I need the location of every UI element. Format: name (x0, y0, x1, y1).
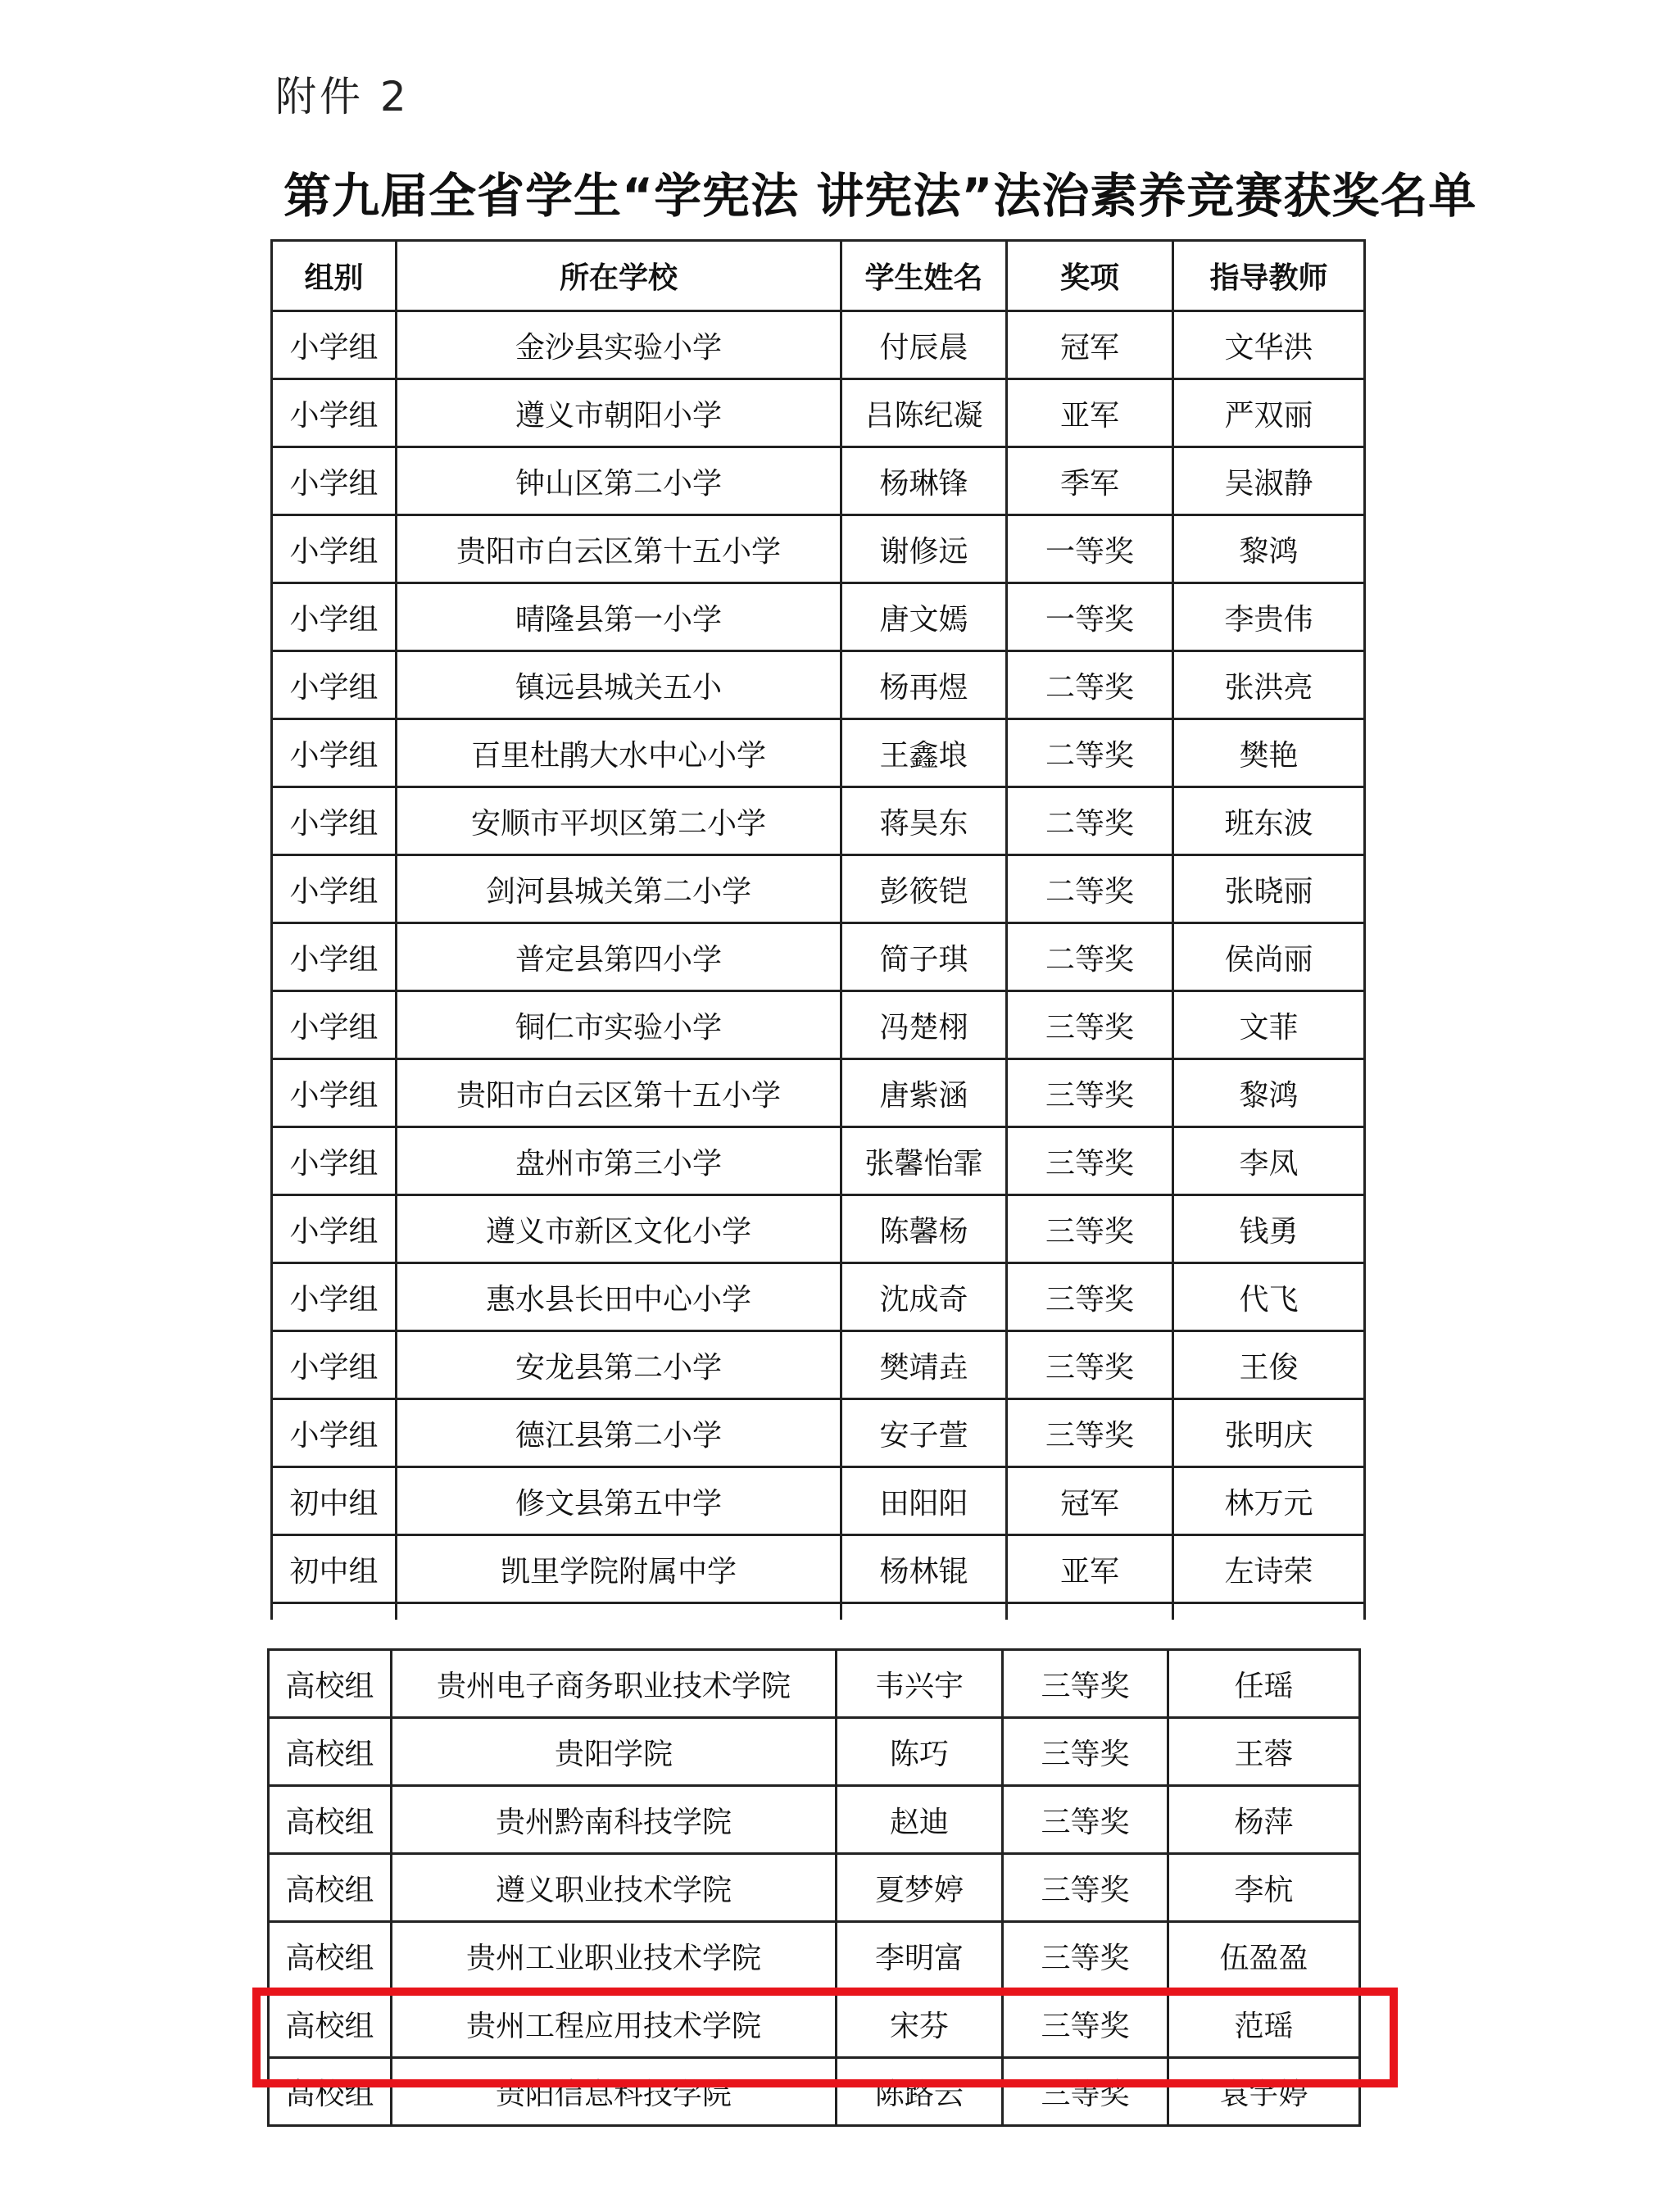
cell-award: 三等奖 (1007, 991, 1173, 1059)
cell-teacher: 黎鸿 (1173, 515, 1365, 583)
cell-school: 贵州黔南科技学院 (392, 1786, 837, 1854)
cell-award: 三等奖 (1003, 1922, 1168, 1990)
cell-teacher: 王俊 (1173, 1331, 1365, 1399)
cell-school: 安顺市平坝区第二小学 (397, 787, 841, 855)
cell-teacher: 杨萍 (1168, 1786, 1360, 1854)
table-row (269, 2058, 1360, 2126)
cell-award: 三等奖 (1007, 1127, 1173, 1195)
cell-teacher: 吴淑静 (1173, 447, 1365, 515)
cell-award: 三等奖 (1007, 1059, 1173, 1127)
attachment-label: 附件 2 (275, 73, 410, 120)
cell-school: 遵义市新区文化小学 (397, 1195, 841, 1263)
cell-school: 贵州工业职业技术学院 (392, 1922, 837, 1990)
cell-teacher: 严双丽 (1173, 379, 1365, 447)
cell-teacher: 侯尚丽 (1173, 923, 1365, 991)
table-row (272, 991, 1365, 1059)
cell-award: 三等奖 (1007, 1331, 1173, 1399)
table-row (272, 1331, 1365, 1399)
cell-teacher: 左诗荣 (1173, 1535, 1365, 1603)
cell-school: 贵州电子商务职业技术学院 (392, 1650, 837, 1718)
cell-student: 唐紫涵 (841, 1059, 1007, 1127)
cell-award: 三等奖 (1003, 1650, 1168, 1718)
cell-student: 陈巧 (837, 1718, 1003, 1786)
cell-cutoff (1007, 1603, 1173, 1620)
col-header-group: 组别 (272, 241, 397, 311)
cell-student: 杨琳锋 (841, 447, 1007, 515)
cell-cutoff (1173, 1603, 1365, 1620)
table-row (272, 719, 1365, 787)
table-row (272, 651, 1365, 719)
table-row (272, 1399, 1365, 1467)
cell-student: 樊靖垚 (841, 1331, 1007, 1399)
cell-award: 三等奖 (1003, 1786, 1168, 1854)
table-row (272, 1127, 1365, 1195)
cell-school: 遵义市朝阳小学 (397, 379, 841, 447)
cell-school: 遵义职业技术学院 (392, 1854, 837, 1922)
cell-teacher: 文华洪 (1173, 311, 1365, 379)
cell-group: 高校组 (269, 1650, 392, 1718)
cell-award: 三等奖 (1003, 2058, 1168, 2126)
cell-student: 付辰晨 (841, 311, 1007, 379)
cell-student: 陈馨杨 (841, 1195, 1007, 1263)
cell-group: 小学组 (272, 1195, 397, 1263)
cell-school: 金沙县实验小学 (397, 311, 841, 379)
cell-school: 贵州工程应用技术学院 (392, 1990, 837, 2058)
cell-award: 二等奖 (1007, 923, 1173, 991)
cell-teacher: 钱勇 (1173, 1195, 1365, 1263)
cell-award: 冠军 (1007, 1467, 1173, 1535)
cell-group: 小学组 (272, 651, 397, 719)
table-row (269, 1922, 1360, 1990)
cell-group: 小学组 (272, 991, 397, 1059)
cell-student: 李明富 (837, 1922, 1003, 1990)
cell-student: 唐文嫣 (841, 583, 1007, 651)
cell-group: 小学组 (272, 583, 397, 651)
cell-school: 贵阳市白云区第十五小学 (397, 515, 841, 583)
table-row (272, 1535, 1365, 1603)
cell-student: 彭筱铠 (841, 855, 1007, 923)
cell-school: 百里杜鹃大水中心小学 (397, 719, 841, 787)
table-body-part2 (269, 1650, 1360, 2126)
table-row (272, 1059, 1365, 1127)
table-row (269, 1990, 1360, 2058)
cell-student: 杨林锟 (841, 1535, 1007, 1603)
cell-group: 小学组 (272, 311, 397, 379)
cell-group: 高校组 (269, 1990, 392, 2058)
cell-award: 一等奖 (1007, 583, 1173, 651)
cell-group: 小学组 (272, 1059, 397, 1127)
cell-teacher: 班东波 (1173, 787, 1365, 855)
cell-student: 蒋昊东 (841, 787, 1007, 855)
cell-teacher: 李凤 (1173, 1127, 1365, 1195)
cell-teacher: 张晓丽 (1173, 855, 1365, 923)
cell-group: 小学组 (272, 787, 397, 855)
cell-cutoff (841, 1603, 1007, 1620)
cell-award: 亚军 (1007, 379, 1173, 447)
col-header-award: 奖项 (1007, 241, 1173, 311)
cell-school: 剑河县城关第二小学 (397, 855, 841, 923)
cell-group: 初中组 (272, 1535, 397, 1603)
page-cut-gap (0, 1630, 1678, 1648)
cell-group: 小学组 (272, 923, 397, 991)
cell-group: 高校组 (269, 1786, 392, 1854)
cell-teacher: 袁宇婷 (1168, 2058, 1360, 2126)
cell-award: 三等奖 (1007, 1399, 1173, 1467)
cell-teacher: 林万元 (1173, 1467, 1365, 1535)
cell-award: 亚军 (1007, 1535, 1173, 1603)
cell-award: 二等奖 (1007, 719, 1173, 787)
cell-group: 小学组 (272, 515, 397, 583)
awards-table-part1 (270, 239, 1366, 1620)
cell-school: 贵阳学院 (392, 1718, 837, 1786)
cell-group: 小学组 (272, 447, 397, 515)
table-body-part1 (272, 311, 1365, 1620)
cell-group: 小学组 (272, 855, 397, 923)
cell-student: 王鑫埌 (841, 719, 1007, 787)
table-row (269, 1786, 1360, 1854)
table-row (272, 311, 1365, 379)
cell-school: 贵阳信息科技学院 (392, 2058, 837, 2126)
cell-teacher: 伍盈盈 (1168, 1922, 1360, 1990)
col-header-student: 学生姓名 (841, 241, 1007, 311)
cell-student: 韦兴宇 (837, 1650, 1003, 1718)
cell-award: 二等奖 (1007, 787, 1173, 855)
table-row (272, 1263, 1365, 1331)
table-row (272, 1195, 1365, 1263)
cell-award: 三等奖 (1007, 1195, 1173, 1263)
cell-group: 小学组 (272, 1399, 397, 1467)
cell-group: 小学组 (272, 1331, 397, 1399)
cell-student: 简子琪 (841, 923, 1007, 991)
cell-student: 陈路云 (837, 2058, 1003, 2126)
cell-teacher: 张明庆 (1173, 1399, 1365, 1467)
cell-student: 吕陈纪凝 (841, 379, 1007, 447)
table-row (272, 447, 1365, 515)
cell-teacher: 张洪亮 (1173, 651, 1365, 719)
cell-student: 谢修远 (841, 515, 1007, 583)
cell-group: 小学组 (272, 1127, 397, 1195)
cell-group: 高校组 (269, 1922, 392, 1990)
cell-teacher: 樊艳 (1173, 719, 1365, 787)
table-row (272, 923, 1365, 991)
table-row (269, 1650, 1360, 1718)
cell-group: 初中组 (272, 1467, 397, 1535)
cell-award: 季军 (1007, 447, 1173, 515)
cell-student: 冯楚栩 (841, 991, 1007, 1059)
cell-school: 普定县第四小学 (397, 923, 841, 991)
table-row (272, 787, 1365, 855)
table-row (269, 1854, 1360, 1922)
cell-school: 盘州市第三小学 (397, 1127, 841, 1195)
cell-teacher: 代飞 (1173, 1263, 1365, 1331)
table-row (272, 1467, 1365, 1535)
cell-award: 三等奖 (1007, 1263, 1173, 1331)
cell-teacher: 李贵伟 (1173, 583, 1365, 651)
cell-group: 小学组 (272, 1263, 397, 1331)
cell-award: 三等奖 (1003, 1718, 1168, 1786)
cell-group: 高校组 (269, 2058, 392, 2126)
table-row (272, 855, 1365, 923)
cell-teacher: 任瑶 (1168, 1650, 1360, 1718)
cell-school: 修文县第五中学 (397, 1467, 841, 1535)
col-header-teacher: 指导教师 (1173, 241, 1365, 311)
cell-teacher: 范瑶 (1168, 1990, 1360, 2058)
cell-school: 铜仁市实验小学 (397, 991, 841, 1059)
cell-teacher: 王蓉 (1168, 1718, 1360, 1786)
cell-group: 小学组 (272, 379, 397, 447)
cell-award: 三等奖 (1003, 1990, 1168, 2058)
cell-school: 德江县第二小学 (397, 1399, 841, 1467)
cell-award: 三等奖 (1003, 1854, 1168, 1922)
cell-school: 惠水县长田中心小学 (397, 1263, 841, 1331)
document-title: 第九届全省学生“学宪法 讲宪法”法治素养竞赛获奖名单 (283, 168, 1477, 224)
cell-award: 二等奖 (1007, 855, 1173, 923)
table-row (272, 515, 1365, 583)
cell-teacher: 李杭 (1168, 1854, 1360, 1922)
cell-school: 钟山区第二小学 (397, 447, 841, 515)
cell-cutoff (397, 1603, 841, 1620)
table-row-cutoff (272, 1603, 1365, 1620)
cell-student: 沈成奇 (841, 1263, 1007, 1331)
table-row (269, 1718, 1360, 1786)
col-header-school: 所在学校 (397, 241, 841, 311)
cell-cutoff (272, 1603, 397, 1620)
cell-group: 小学组 (272, 719, 397, 787)
cell-student: 夏梦婷 (837, 1854, 1003, 1922)
cell-student: 安子萱 (841, 1399, 1007, 1467)
cell-award: 二等奖 (1007, 651, 1173, 719)
awards-table-part2 (267, 1648, 1361, 2127)
cell-teacher: 黎鸿 (1173, 1059, 1365, 1127)
table-header-row (272, 241, 1365, 311)
cell-student: 杨再煜 (841, 651, 1007, 719)
cell-student: 张馨怡霏 (841, 1127, 1007, 1195)
cell-school: 贵阳市白云区第十五小学 (397, 1059, 841, 1127)
cell-school: 凯里学院附属中学 (397, 1535, 841, 1603)
cell-school: 安龙县第二小学 (397, 1331, 841, 1399)
cell-teacher: 文菲 (1173, 991, 1365, 1059)
cell-group: 高校组 (269, 1854, 392, 1922)
cell-student: 田阳阳 (841, 1467, 1007, 1535)
cell-school: 镇远县城关五小 (397, 651, 841, 719)
cell-award: 一等奖 (1007, 515, 1173, 583)
cell-group: 高校组 (269, 1718, 392, 1786)
cell-student: 宋芬 (837, 1990, 1003, 2058)
cell-student: 赵迪 (837, 1786, 1003, 1854)
table-row (272, 583, 1365, 651)
table-row (272, 379, 1365, 447)
cell-school: 晴隆县第一小学 (397, 583, 841, 651)
cell-award: 冠军 (1007, 311, 1173, 379)
